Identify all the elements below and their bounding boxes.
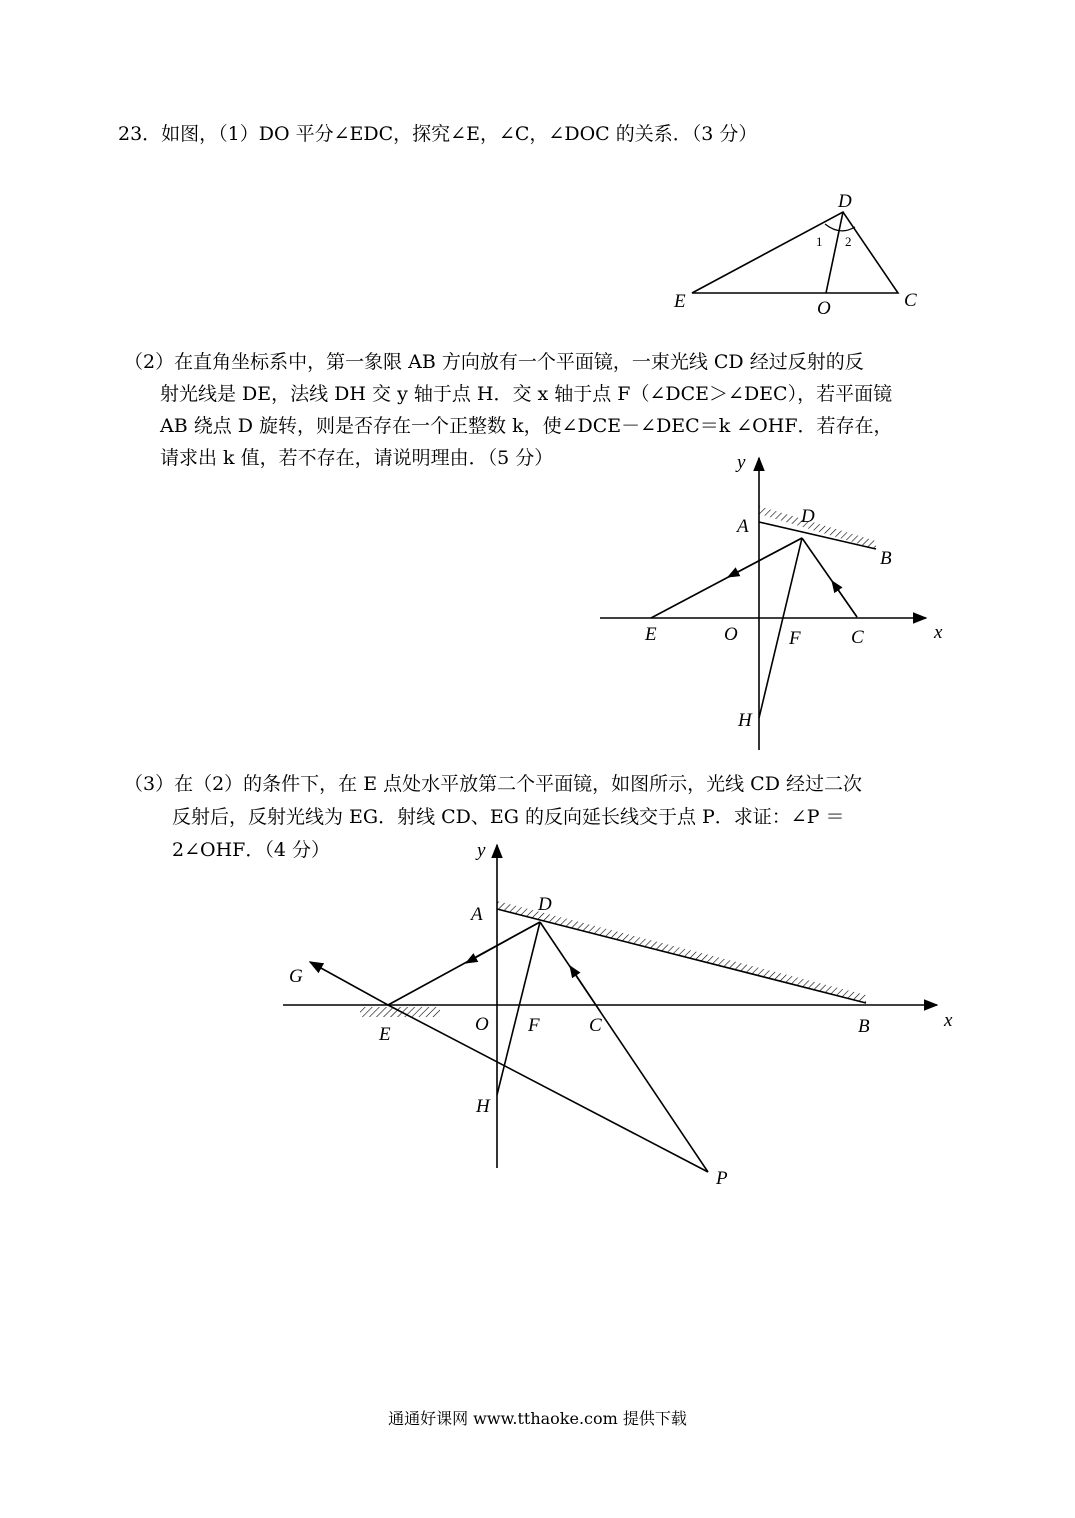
angle-1-label: 1: [816, 234, 823, 249]
label-c: C: [851, 627, 864, 648]
label-x: x: [944, 1010, 953, 1031]
figure-2: [600, 452, 943, 750]
label-a: A: [471, 904, 483, 925]
label-o: O: [817, 298, 831, 319]
page-footer: 通通好课网 www.tthaoke.com 提供下载: [388, 1409, 687, 1428]
ray-ep: [388, 1005, 708, 1172]
normal-dh: [497, 922, 540, 1095]
label-x: x: [934, 622, 943, 643]
label-o: O: [475, 1014, 489, 1035]
label-h: H: [738, 710, 752, 731]
label-b: B: [858, 1016, 870, 1037]
q2-text-line4: 请求出 k 值，若不存在，请说明理由．（5 分）: [160, 447, 554, 469]
label-e: E: [674, 291, 686, 312]
q2-text-line1: （2）在直角坐标系中，第一象限 AB 方向放有一个平面镜，一束光线 CD 经过反射的反: [124, 351, 864, 373]
label-b: B: [880, 548, 892, 569]
label-f: F: [789, 628, 801, 649]
ray-cd-arrow: [832, 581, 857, 617]
q1-text: 23．如图，（1）DO 平分∠EDC，探究∠E，∠C，∠DOC 的关系．（3 分）: [118, 123, 758, 145]
mirror-ab: [497, 909, 866, 1003]
label-y: y: [737, 452, 746, 473]
q3-text-line3: 2∠OHF．（4 分）: [172, 839, 330, 861]
bisector-do: [826, 212, 843, 293]
label-e: E: [645, 624, 657, 645]
ray-eg: [310, 962, 388, 1005]
label-f: F: [528, 1015, 540, 1036]
q2-text-line3: AB 绕点 D 旋转，则是否存在一个正整数 k，使∠DCE－∠DEC＝k ∠OHF．若存在，: [160, 415, 893, 437]
label-h: H: [476, 1096, 490, 1117]
label-c: C: [589, 1015, 602, 1036]
label-y: y: [477, 840, 486, 861]
figure-3: [283, 840, 953, 1189]
mirror-ab-hatch: [759, 506, 876, 549]
ray-de-arrow: [466, 922, 540, 963]
q3-text-line2: 反射后，反射光线为 EG．射线 CD、EG 的反向延长线交于点 P．求证：∠P ＝: [172, 806, 845, 828]
q3-text-line1: （3）在（2）的条件下，在 E 点处水平放第二个平面镜，如图所示，光线 CD 经过二次: [124, 773, 862, 795]
ray-de-arrow: [728, 538, 802, 577]
q2-text-line2: 射光线是 DE，法线 DH 交 y 轴于点 H．交 x 轴于点 F（∠DCE＞∠DEC），若平面镜: [160, 383, 893, 405]
label-o: O: [724, 624, 738, 645]
label-a: A: [737, 516, 749, 537]
label-d: D: [838, 191, 852, 212]
angle-2-label: 2: [845, 234, 852, 249]
label-g: G: [289, 966, 303, 987]
label-d: D: [801, 506, 815, 527]
label-c: C: [904, 290, 917, 311]
triangle-edc: [692, 212, 898, 293]
figure-1: [673, 191, 917, 319]
label-d: D: [538, 894, 552, 915]
mirror-ab-hatch: [497, 901, 866, 1003]
label-p: P: [716, 1168, 728, 1189]
ray-cp: [540, 922, 708, 1172]
label-e: E: [379, 1024, 391, 1045]
